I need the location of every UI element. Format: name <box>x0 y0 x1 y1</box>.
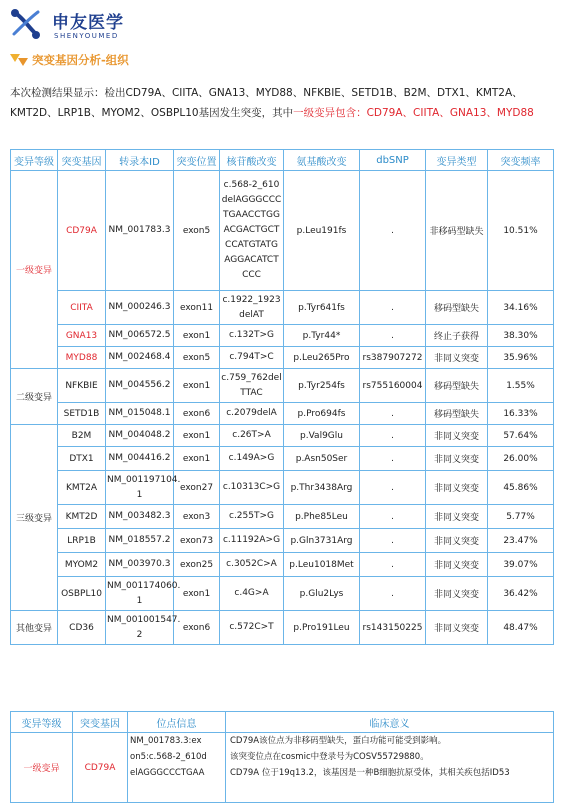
dbsnp-id: . <box>360 577 426 611</box>
clinical-table <box>10 711 554 803</box>
transcript-id <box>106 471 181 505</box>
column-header: 转录本ID <box>106 150 174 171</box>
transcript-id: NM_018557.2 <box>106 529 174 553</box>
mutation-position: exon3 <box>174 505 220 529</box>
dbsnp-id: . <box>360 471 426 505</box>
transcript-line: 2 <box>136 629 143 640</box>
clinical-level: 一级变异 <box>11 733 73 803</box>
mutation-position: exon1 <box>174 369 220 403</box>
summary-text: 本次检测结果显示：检出CD79A、CIITA、GNA13、MYD88、NFKBIE、SETD1B、B2M、DTX1、KMT2A、KMT2D、LRP1B、MYOM2、OSBPL10基因发生突变，其中 <box>10 87 523 119</box>
mutation-frequency: 45.86% <box>488 471 554 505</box>
nucleotide-change <box>220 447 284 471</box>
amino-acid-change: p.Leu1018Met <box>284 553 360 577</box>
dbsnp-id: rs387907272 <box>360 347 426 369</box>
transcript-line: 1 <box>136 489 143 500</box>
amino-acid-change: p.Thr3438Arg <box>284 471 360 505</box>
nucleotide-line: TGAACCTGG <box>223 210 280 220</box>
mutation-frequency: 5.77% <box>488 505 554 529</box>
mutation-frequency: 57.64% <box>488 425 554 447</box>
dbsnp-id: . <box>360 529 426 553</box>
meaning-line: CD79A该位点为非移码型缺失，蛋白功能可能受到影响。 <box>230 736 447 746</box>
nucleotide-line: c.132T>G <box>229 330 274 340</box>
table-row <box>11 291 554 325</box>
mutation-position: exon11 <box>174 291 220 325</box>
mutation-frequency: 48.47% <box>488 611 554 645</box>
nucleotide-line: delAT <box>239 309 264 320</box>
variant-type: 非同义突变 <box>426 529 488 553</box>
dbsnp-id: . <box>360 505 426 529</box>
column-header: 突变基因 <box>58 150 106 171</box>
logo-mark-icon <box>6 4 46 44</box>
clinical-meaning <box>226 733 554 803</box>
nucleotide-line: c.794T>C <box>229 352 274 362</box>
transcript-line: NM_001197104. <box>107 474 181 485</box>
mutation-position: exon25 <box>174 553 220 577</box>
position-line: elAGGGCCCTGAA <box>130 768 205 778</box>
nucleotide-change <box>220 611 284 645</box>
logo-text-en: SHENYOUMED <box>54 32 119 40</box>
company-logo <box>6 4 146 44</box>
mutation-frequency: 1.55% <box>488 369 554 403</box>
gene-name: NFKBIE <box>58 369 106 403</box>
amino-acid-change: p.Tyr254fs <box>284 369 360 403</box>
logo-text-cn: 申友医学 <box>52 13 124 33</box>
variant-type: 终止子获得 <box>426 325 488 347</box>
nucleotide-line: CCATGTATG <box>225 240 278 250</box>
amino-acid-change: p.Asn50Ser <box>284 447 360 471</box>
dbsnp-id: . <box>360 403 426 425</box>
column-header: 突变位置 <box>174 150 220 171</box>
transcript-id: NM_003970.3 <box>106 553 174 577</box>
section-title-text: 突变基因分析-组织 <box>32 53 129 67</box>
mutation-frequency: 26.00% <box>488 447 554 471</box>
nucleotide-line: c.149A>G <box>228 453 275 463</box>
nucleotide-line: AGGACATCT <box>224 255 279 265</box>
mutation-frequency: 39.07% <box>488 553 554 577</box>
table-row <box>11 553 554 577</box>
mutation-position: exon1 <box>174 425 220 447</box>
transcript-id <box>106 577 181 611</box>
column-header: 突变频率 <box>488 150 554 171</box>
column-header: 核苷酸改变 <box>220 150 284 171</box>
amino-acid-change: p.Pro191Leu <box>284 611 360 645</box>
variant-type: 非同义突变 <box>426 505 488 529</box>
variant-type: 非移码型缺失 <box>426 171 488 291</box>
amino-acid-change: p.Phe85Leu <box>284 505 360 529</box>
nucleotide-change <box>220 529 284 553</box>
transcript-id: NM_001783.3 <box>106 171 174 291</box>
nucleotide-change <box>220 505 284 529</box>
gene-name: MYD88 <box>58 347 106 369</box>
gene-name: SETD1B <box>58 403 106 425</box>
mutation-frequency: 38.30% <box>488 325 554 347</box>
mutation-frequency: 34.16% <box>488 291 554 325</box>
transcript-id <box>106 611 181 645</box>
variant-type: 移码型缺失 <box>426 403 488 425</box>
variant-level: 一级变异 <box>11 171 58 369</box>
amino-acid-change: p.Gln3731Arg <box>284 529 360 553</box>
mutation-position: exon1 <box>174 325 220 347</box>
transcript-id: NM_006572.5 <box>106 325 174 347</box>
column-header: 变异类型 <box>426 150 488 171</box>
dbsnp-id: rs755160004 <box>360 369 426 403</box>
meaning-line: CD79A 位于19q13.2，该基因是一种B细胞抗原受体，其相关疾包括ID53 <box>230 768 510 778</box>
nucleotide-line: delAGGGCCC <box>221 195 282 205</box>
clinical-row <box>11 733 554 803</box>
mutation-position: exon1 <box>174 577 220 611</box>
nucleotide-change <box>220 369 284 403</box>
variant-level: 其他变异 <box>11 611 58 645</box>
amino-acid-change: p.Glu2Lys <box>284 577 360 611</box>
variant-type: 非同义突变 <box>426 471 488 505</box>
table-row <box>11 369 554 403</box>
dbsnp-id: . <box>360 425 426 447</box>
gene-name: MYOM2 <box>58 553 106 577</box>
nucleotide-line: c.1922_1923 <box>222 294 281 305</box>
clinical-table-header <box>11 712 554 733</box>
amino-acid-change: p.Pro694fs <box>284 403 360 425</box>
mutation-frequency: 36.42% <box>488 577 554 611</box>
nucleotide-line: c.255T>G <box>229 511 274 521</box>
mutation-frequency: 16.33% <box>488 403 554 425</box>
mutation-frequency: 23.47% <box>488 529 554 553</box>
nucleotide-change <box>220 171 284 291</box>
column-header: 变异等级 <box>11 712 73 733</box>
amino-acid-change: p.Val9Glu <box>284 425 360 447</box>
nucleotide-line: c.568-2_610 <box>223 180 280 190</box>
mutation-position: exon73 <box>174 529 220 553</box>
gene-name: LRP1B <box>58 529 106 553</box>
section-marker-icon <box>10 54 28 66</box>
nucleotide-line: c.572C>T <box>229 622 274 632</box>
table-row <box>11 505 554 529</box>
table-row <box>11 529 554 553</box>
mutation-position: exon5 <box>174 171 220 291</box>
mutation-position: exon5 <box>174 347 220 369</box>
dbsnp-id: . <box>360 291 426 325</box>
summary-paragraph <box>10 83 556 123</box>
table-row <box>11 347 554 369</box>
variant-type: 移码型缺失 <box>426 369 488 403</box>
nucleotide-change <box>220 553 284 577</box>
amino-acid-change: p.Tyr641fs <box>284 291 360 325</box>
transcript-id: NM_004556.2 <box>106 369 174 403</box>
variant-type: 移码型缺失 <box>426 291 488 325</box>
nucleotide-change <box>220 425 284 447</box>
gene-name: GNA13 <box>58 325 106 347</box>
transcript-line: 1 <box>136 595 143 606</box>
nucleotide-line: CCC <box>242 270 261 280</box>
gene-name: KMT2A <box>58 471 106 505</box>
amino-acid-change: p.Leu265Pro <box>284 347 360 369</box>
nucleotide-line: c.3052C>A <box>226 559 277 569</box>
transcript-id: NM_004416.2 <box>106 447 174 471</box>
transcript-id: NM_004048.2 <box>106 425 174 447</box>
summary-highlight: 一级变异包含：CD79A、CIITA、GNA13、MYD88 <box>293 107 534 119</box>
mutation-position: exon27 <box>174 471 220 505</box>
table-row <box>11 611 554 645</box>
nucleotide-line: c.10313C>G <box>222 482 281 492</box>
dbsnp-id: . <box>360 553 426 577</box>
table-row <box>11 403 554 425</box>
transcript-id: NM_002468.4 <box>106 347 174 369</box>
dbsnp-id: rs143150225 <box>360 611 426 645</box>
column-header: 突变基因 <box>73 712 128 733</box>
nucleotide-line: c.759_762del <box>221 372 282 383</box>
variant-type: 非同义突变 <box>426 553 488 577</box>
position-line: on5:c.568-2_610d <box>130 752 207 762</box>
transcript-line: NM_001174060. <box>107 580 181 591</box>
gene-name: KMT2D <box>58 505 106 529</box>
nucleotide-change <box>220 577 284 611</box>
gene-name: B2M <box>58 425 106 447</box>
nucleotide-line: c.11192A>G <box>222 535 281 545</box>
nucleotide-line: c.26T>A <box>232 430 271 440</box>
mutation-table-header <box>11 150 554 171</box>
transcript-id: NM_003482.3 <box>106 505 174 529</box>
mutation-position: exon6 <box>174 611 220 645</box>
gene-name: DTX1 <box>58 447 106 471</box>
dbsnp-id: . <box>360 447 426 471</box>
variant-level: 二级变异 <box>11 369 58 425</box>
variant-level: 三级变异 <box>11 425 58 611</box>
column-header: 变异等级 <box>11 150 58 171</box>
variant-type: 非同义突变 <box>426 425 488 447</box>
table-row <box>11 325 554 347</box>
meaning-line: 该突变位点在cosmic中登录号为COSV55729880。 <box>230 752 429 762</box>
nucleotide-change <box>220 471 284 505</box>
transcript-id: NM_000246.3 <box>106 291 174 325</box>
gene-name: CIITA <box>58 291 106 325</box>
nucleotide-change <box>220 291 284 325</box>
nucleotide-line: TTAC <box>240 387 263 398</box>
column-header: 氨基酸改变 <box>284 150 360 171</box>
position-line: NM_001783.3:ex <box>130 736 202 746</box>
variant-type: 非同义突变 <box>426 577 488 611</box>
variant-type: 非同义突变 <box>426 611 488 645</box>
table-row <box>11 425 554 447</box>
column-header: dbSNP <box>360 150 426 171</box>
mutation-frequency: 35.96% <box>488 347 554 369</box>
nucleotide-change <box>220 325 284 347</box>
mutation-table <box>10 149 554 645</box>
gene-name: CD79A <box>58 171 106 291</box>
dbsnp-id: . <box>360 171 426 291</box>
mutation-position: exon1 <box>174 447 220 471</box>
nucleotide-line: c.2079delA <box>226 408 277 418</box>
mutation-frequency: 10.51% <box>488 171 554 291</box>
transcript-id: NM_015048.1 <box>106 403 174 425</box>
amino-acid-change: p.Leu191fs <box>284 171 360 291</box>
nucleotide-change <box>220 347 284 369</box>
clinical-position <box>128 733 226 803</box>
nucleotide-line: ACGACTGCT <box>223 225 280 235</box>
variant-type: 非同义突变 <box>426 347 488 369</box>
table-row <box>11 447 554 471</box>
nucleotide-change <box>220 403 284 425</box>
gene-name: OSBPL10 <box>58 577 106 611</box>
nucleotide-line: c.4G>A <box>234 588 269 598</box>
column-header: 临床意义 <box>226 712 554 733</box>
table-row <box>11 171 554 291</box>
clinical-gene: CD79A <box>73 733 128 803</box>
amino-acid-change: p.Tyr44* <box>284 325 360 347</box>
table-row <box>11 471 554 505</box>
mutation-position: exon6 <box>174 403 220 425</box>
table-row <box>11 577 554 611</box>
column-header: 位点信息 <box>128 712 226 733</box>
gene-name: CD36 <box>58 611 106 645</box>
variant-type: 非同义突变 <box>426 447 488 471</box>
dbsnp-id: . <box>360 325 426 347</box>
transcript-line: NM_001001547. <box>107 614 181 625</box>
